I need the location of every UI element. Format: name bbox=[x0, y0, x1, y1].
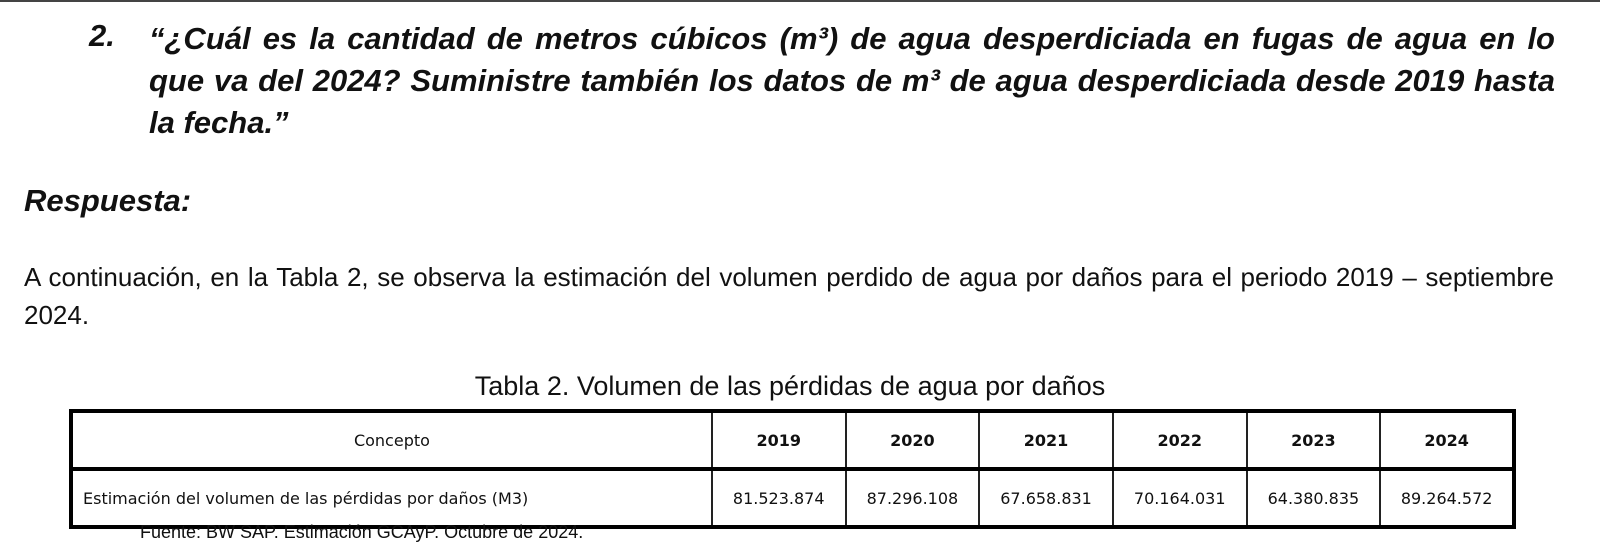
row-value: 89.264.572 bbox=[1380, 469, 1514, 527]
table-header-row bbox=[71, 411, 1514, 469]
question-text: “¿Cuál es la cantidad de metros cúbicos (m³) de agua desperdiciada en fugas de agua en lo que va del 2024? Suministre también los datos de m³ de agua desperdiciada desde 2019 hasta la fecha.” bbox=[149, 21, 1555, 140]
header-year: 2022 bbox=[1113, 411, 1247, 469]
answer-text: A continuación, en la Tabla 2, se observa la estimación del volumen perdido de agua por daños para el periodo 2019 – septiembre 2024. bbox=[24, 262, 1554, 330]
row-concept: Estimación del volumen de las pérdidas por daños (M3) bbox=[71, 469, 712, 527]
table-source-note: Fuente: BW SAP. Estimación GCAyP. Octubre de 2024. bbox=[140, 522, 584, 542]
row-value: 70.164.031 bbox=[1113, 469, 1247, 527]
header-year: 2021 bbox=[979, 411, 1113, 469]
table-caption: Tabla 2. Volumen de las pérdidas de agua por daños bbox=[474, 371, 1106, 401]
row-value: 64.380.835 bbox=[1247, 469, 1381, 527]
header-year: 2024 bbox=[1380, 411, 1514, 469]
row-value: 87.296.108 bbox=[846, 469, 980, 527]
row-value: 67.658.831 bbox=[979, 469, 1113, 527]
question-number: 2. bbox=[89, 18, 115, 53]
header-concept: Concepto bbox=[71, 411, 712, 469]
loss-volume-table bbox=[69, 409, 1516, 529]
header-year: 2019 bbox=[712, 411, 846, 469]
row-value: 81.523.874 bbox=[712, 469, 846, 527]
header-year: 2023 bbox=[1247, 411, 1381, 469]
table-row bbox=[71, 469, 1514, 527]
header-year: 2020 bbox=[846, 411, 980, 469]
top-rule bbox=[0, 0, 1600, 2]
answer-heading: Respuesta: bbox=[24, 183, 192, 218]
